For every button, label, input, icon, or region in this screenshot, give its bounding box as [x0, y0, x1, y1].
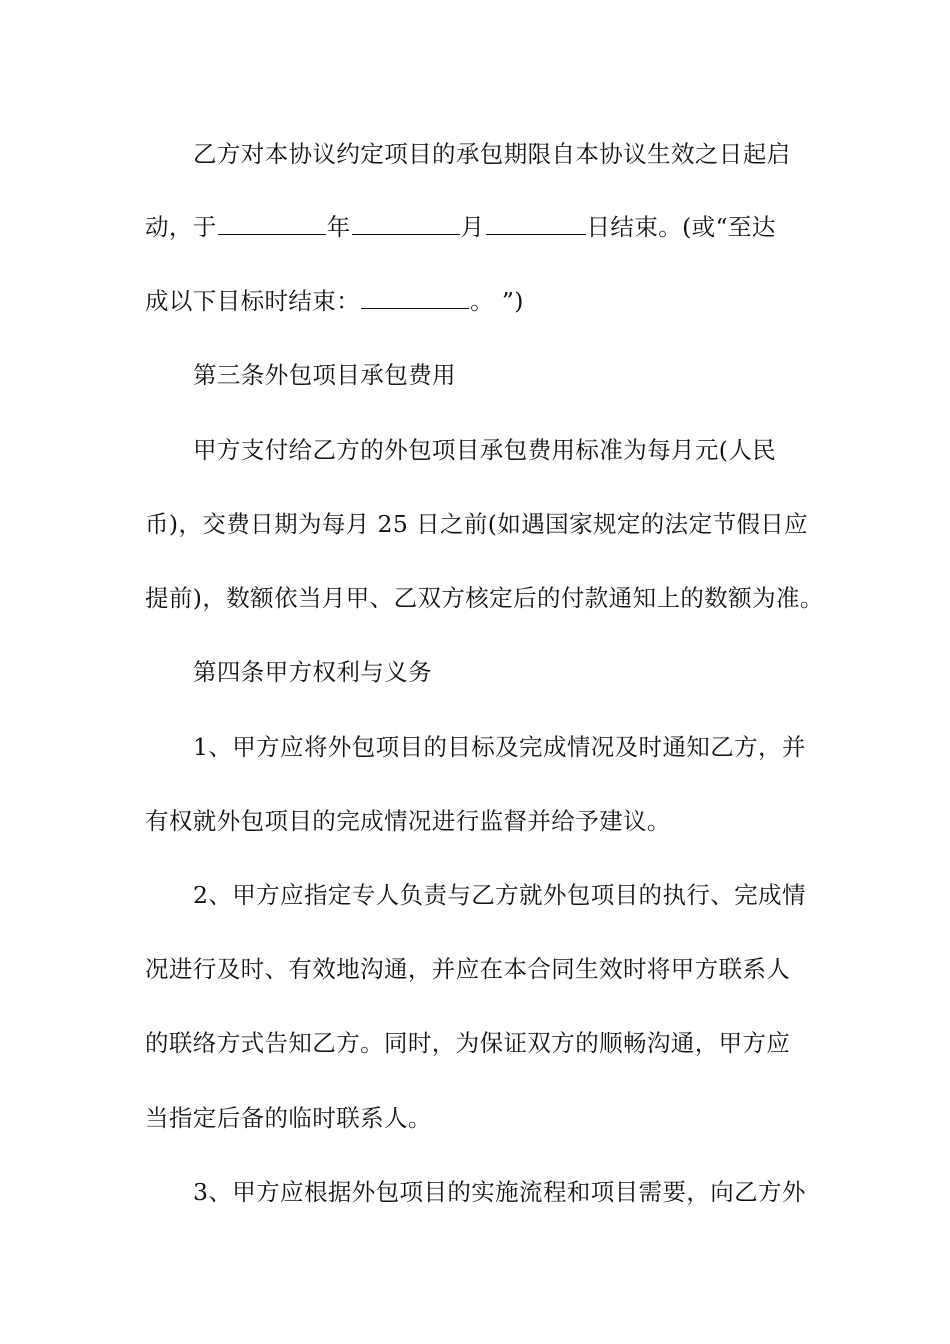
text-segment: 。 ”)	[470, 287, 524, 315]
paragraph-fee-line-3: 提前)，数额依当月甲、乙双方核定后的付款通知上的数额为准。	[145, 584, 824, 612]
item-1-line-1: 1、甲方应将外包项目的目标及完成情况及时通知乙方，并	[193, 733, 806, 761]
item-2-line-2: 况进行及时、有效地沟通，并应在本合同生效时将甲方联系人	[145, 955, 791, 983]
day-blank	[486, 212, 586, 235]
paragraph-fee-line-2: 币)，交费日期为每月 25 日之前(如遇国家规定的法定节假日应	[145, 510, 809, 538]
text-segment: 年	[326, 213, 351, 241]
item-1-line-2: 有权就外包项目的完成情况进行监督并给予建议。	[145, 807, 671, 835]
item-2-line-1: 2、甲方应指定专人负责与乙方就外包项目的执行、完成情	[193, 881, 806, 909]
article-3-heading: 第三条外包项目承包费用	[193, 361, 456, 389]
goal-blank	[361, 286, 469, 309]
year-blank	[218, 212, 326, 235]
paragraph-term-line-1: 乙方对本协议约定项目的承包期限自本协议生效之日起启	[193, 140, 791, 168]
paragraph-fee-line-1: 甲方支付给乙方的外包项目承包费用标准为每月元(人民	[193, 436, 777, 464]
item-2-line-3: 的联络方式告知乙方。同时，为保证双方的顺畅沟通，甲方应	[145, 1029, 791, 1057]
paragraph-term-line-3	[145, 284, 825, 318]
text-segment: 成以下目标时结束：	[145, 287, 361, 315]
text-segment: 日结束。(或“至达	[586, 213, 776, 241]
article-4-heading: 第四条甲方权利与义务	[193, 658, 432, 686]
text-segment: 动，于	[145, 213, 217, 241]
text-segment: 月	[460, 213, 485, 241]
month-blank	[352, 212, 460, 235]
paragraph-term-line-2	[145, 210, 825, 244]
item-2-line-4: 当指定后备的临时联系人。	[145, 1104, 432, 1132]
item-3-line-1: 3、甲方应根据外包项目的实施流程和项目需要，向乙方外	[193, 1178, 806, 1206]
